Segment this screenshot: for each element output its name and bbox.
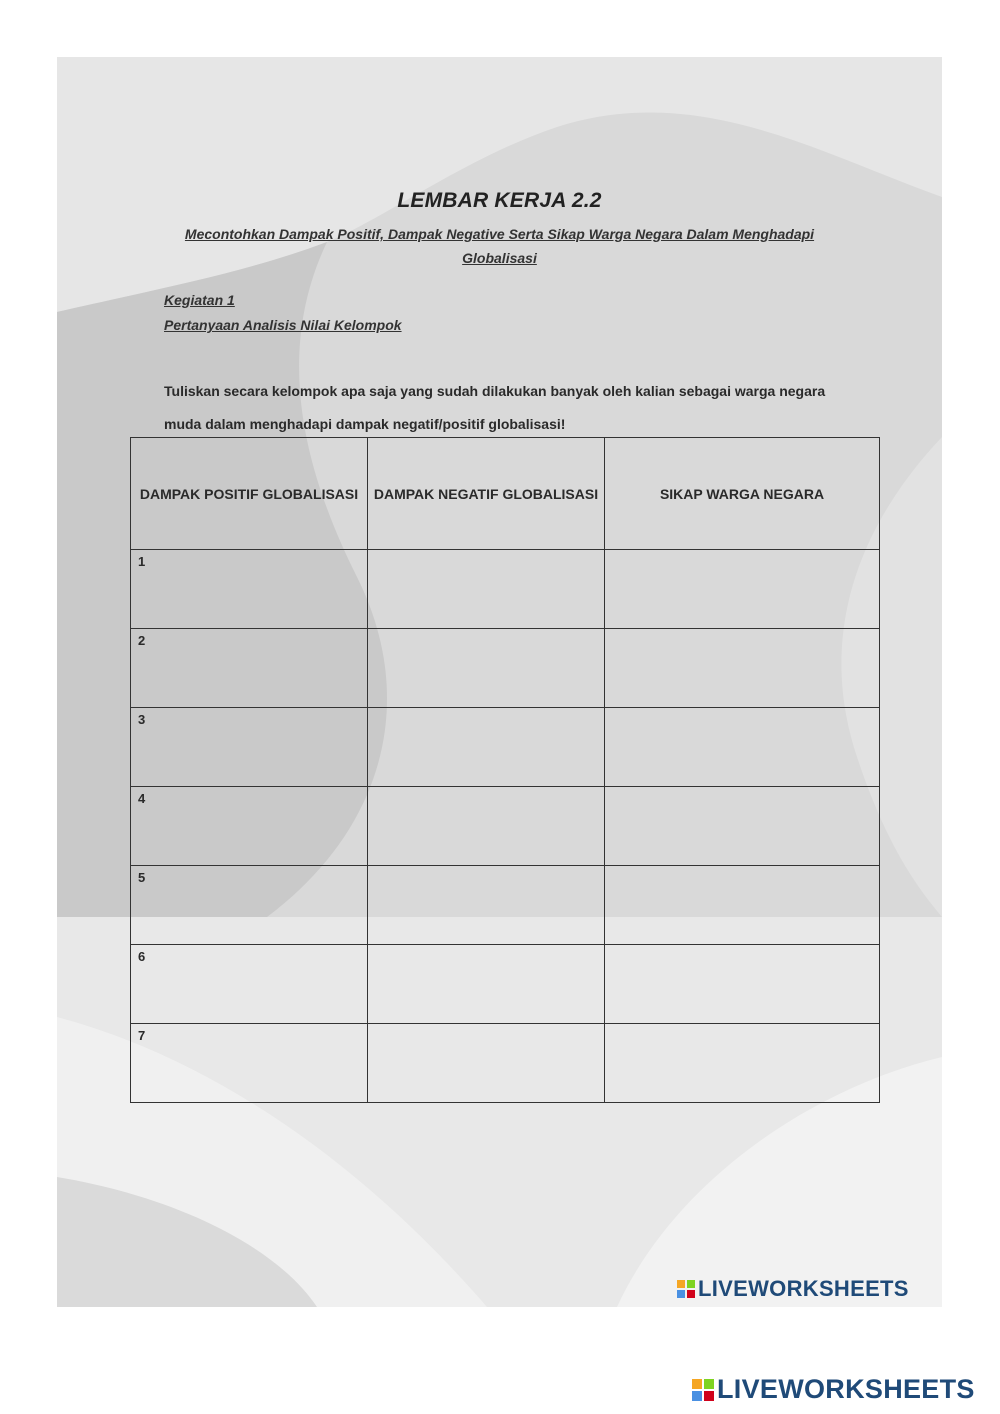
cell-attitude[interactable] <box>605 787 880 866</box>
answer-table <box>130 437 880 1103</box>
logo-mark-icon <box>677 1280 695 1298</box>
table-row <box>131 708 880 787</box>
cell-negative[interactable] <box>368 787 605 866</box>
worksheet-subtitle: Mecontohkan Dampak Positif, Dampak Negative Serta Sikap Warga Negara Dalam Menghadapi Globalisasi <box>184 226 815 266</box>
logo-square <box>677 1280 685 1288</box>
instruction-text: Tuliskan secara kelompok apa saja yang sudah dilakukan banyak oleh kalian sebagai warga negara muda dalam menghadapi dampak negatif/positif globalisasi! <box>164 383 826 432</box>
cell-positive[interactable] <box>131 550 368 629</box>
row-number: 6 <box>138 949 146 964</box>
logo-square <box>677 1290 685 1298</box>
logo-mark-icon <box>692 1379 714 1401</box>
row-number: 7 <box>138 1028 146 1043</box>
logo-text: LIVEWORKSHEETS <box>717 1374 975 1404</box>
cell-negative[interactable] <box>368 945 605 1024</box>
table-row <box>131 1024 880 1103</box>
logo-square <box>704 1379 714 1389</box>
header-negative: DAMPAK NEGATIF GLOBALISASI <box>368 438 605 550</box>
cell-positive[interactable] <box>131 1024 368 1103</box>
logo-square <box>692 1379 702 1389</box>
table-row <box>131 866 880 945</box>
cell-attitude[interactable] <box>605 550 880 629</box>
logo-text: LIVEWORKSHEETS <box>698 1276 909 1301</box>
cell-negative[interactable] <box>368 1024 605 1103</box>
activity-label: Kegiatan 1 <box>164 292 235 308</box>
logo-square <box>692 1391 702 1401</box>
row-number: 2 <box>138 633 146 648</box>
logo-square <box>687 1280 695 1288</box>
liveworksheets-logo-footer <box>692 1374 975 1405</box>
liveworksheets-logo <box>677 1276 909 1302</box>
header-attitude: SIKAP WARGA NEGARA <box>605 438 880 550</box>
cell-positive[interactable] <box>131 629 368 708</box>
row-number: 3 <box>138 712 146 727</box>
cell-positive[interactable] <box>131 866 368 945</box>
header-positive: DAMPAK POSITIF GLOBALISASI <box>131 438 368 550</box>
row-number: 5 <box>138 870 146 885</box>
table-row <box>131 550 880 629</box>
cell-negative[interactable] <box>368 550 605 629</box>
logo-square <box>687 1290 695 1298</box>
cell-attitude[interactable] <box>605 945 880 1024</box>
table-row <box>131 945 880 1024</box>
cell-attitude[interactable] <box>605 629 880 708</box>
logo-square <box>704 1391 714 1401</box>
cell-attitude[interactable] <box>605 1024 880 1103</box>
cell-positive[interactable] <box>131 787 368 866</box>
worksheet-page <box>57 57 942 1307</box>
cell-attitude[interactable] <box>605 866 880 945</box>
table-row <box>131 787 880 866</box>
worksheet-title: LEMBAR KERJA 2.2 <box>397 189 602 212</box>
cell-positive[interactable] <box>131 945 368 1024</box>
row-number: 1 <box>138 554 146 569</box>
table-row <box>131 629 880 708</box>
cell-attitude[interactable] <box>605 708 880 787</box>
row-number: 4 <box>138 791 146 806</box>
cell-positive[interactable] <box>131 708 368 787</box>
table-header-row <box>131 438 880 550</box>
cell-negative[interactable] <box>368 866 605 945</box>
cell-negative[interactable] <box>368 708 605 787</box>
cell-negative[interactable] <box>368 629 605 708</box>
activity-title: Pertanyaan Analisis Nilai Kelompok <box>164 317 402 333</box>
